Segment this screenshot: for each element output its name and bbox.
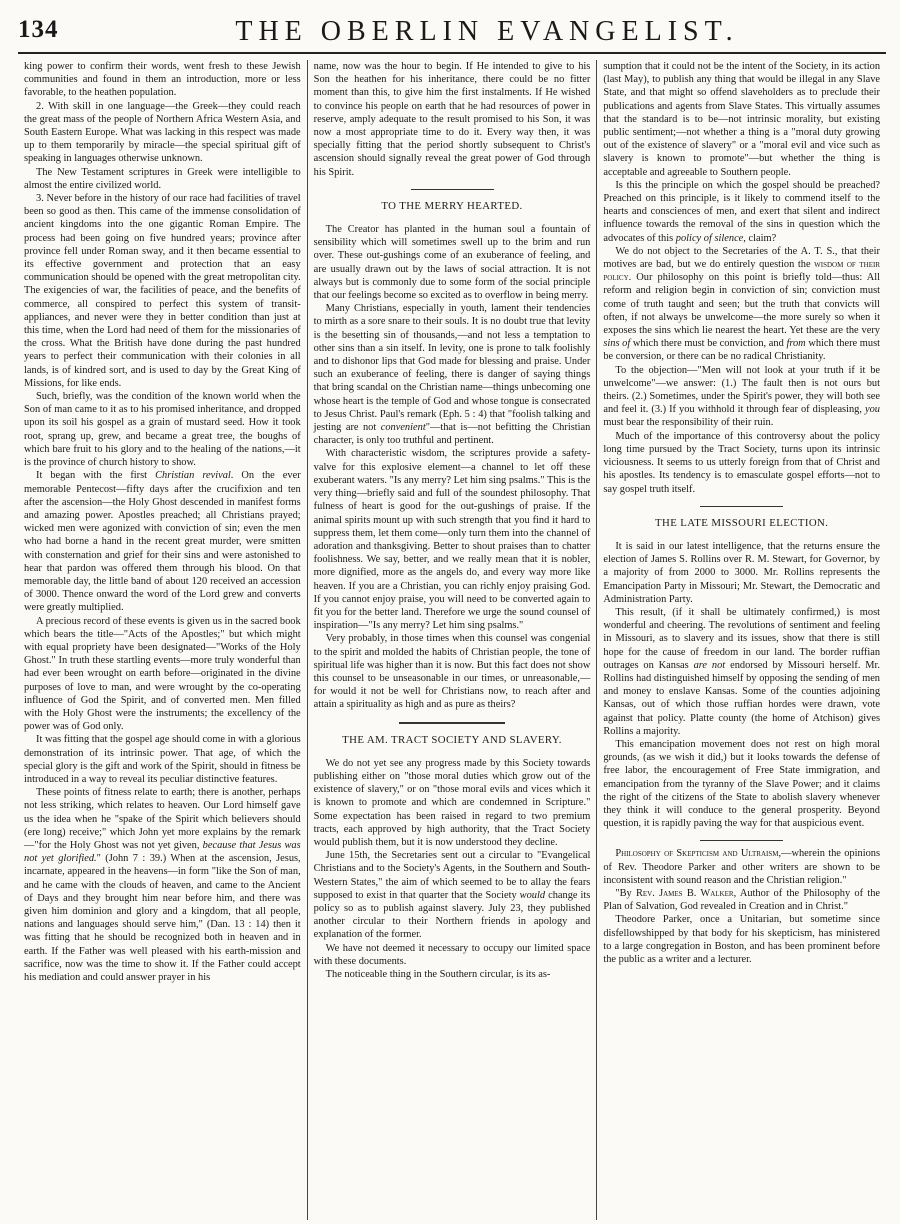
paragraph: These points of fitness relate to earth; there is another, perhaps not less striking, which relates to heaven. Our Lord himself gave us the idea when he "spake of the Spirit which believers should (ere long) receive;" which John yet more explains by the remark—"for the Holy Ghost was not yet given, because that Jesus was not yet glorified." (John 7 : 39.) When at the ascension, Jesus, incarnate, appeared in the heavens—in form "like the Son of man, and he came with the clouds of heaven, and came to the Ancient of Days and they brought him near before him, and there was given him dominion and glory and a kingdom, that all people, nations and languages should serve him," (Dan. 13 : 14) then it was fitting that he should be recognized both in heaven and in earth. If the Father was well pleased with his earth-mission and sacrifice, now was the time to show it. If the Father could accept his mediation and could answer prayer in his: [24, 787, 301, 984]
paragraph: We do not object to the Secretaries of the A. T. S., that their motives are bad, but we do entirely question the wisdom of their policy. Our philosophy on this point is briefly told—thus: All reform and religion begin in conviction of sin; conviction must come of truth taught and seen; but the truth that convicts will often, if not always be unwelcome—the more surely so when it exposes the sins which lie nearest the heart. Yet these are the very sins of which there must be conviction, and from which there must be conversion, or there can be no radical Christianity.: [603, 245, 881, 363]
article-heading: THE AM. TRACT SOCIETY AND SLAVERY.: [342, 733, 562, 746]
paragraph: 3. Never before in the history of our race had facilities of travel been so good as then. This came of the immense consolidation of ancient kingdoms into the one gigantic Roman Empire. The process had been going on five hundred years; province after province fell under Roman sway, and it then became essential to its effective government and protection that an easy communication should be opened with the great metropolitan city. The exigencies of war, the facilities of peace, and the benefits of commerce, all conspired to perfect this system of transit-appliances, and never were they in better condition than just at this time, when the Lord had need of them for the missionaries of the cross. What the British have done during the past hundred years to perfect their communication with their colonies in all lands, is of kindred sort, and is used to day by the Great King of Missions, for like ends.: [24, 193, 301, 389]
paragraph: To the objection—"Men will not look at your truth if it be unwelcome"—we answer: (1.) The fault then is not ours but theirs. (2.) Sometimes, under the Spirit's power, they will both see and feel it. (3.) If you withhold it through fear of displeasing, you must bear the responsibility of their ruin.: [603, 364, 881, 429]
article-heading: THE LATE MISSOURI ELECTION.: [655, 516, 829, 529]
section-divider: [700, 506, 783, 507]
paragraph: Is this the principle on which the gospel should be preached? Preached on this principle, is it likely to commend itself to the hearts and consciences of men, and exert that silent and indirect influence towards the removal of the sins in question which the advocates of this policy of silence, claim?: [603, 179, 881, 244]
paragraph: Many Christians, especially in youth, lament their tendencies to mirth as a sore snare to their souls. It is no doubt true that levity is the besetting sin of thousands,—and not less a temptation to other sins than a sin itself. In levity, one is prone to talk foolishly and to dishonor lips that God made for blessing and praise. Under such an exuberance of feeling, there is danger of saying things that bring scandal on the Christian name—things unbecoming one whose heart is the temple of God and whose tongue is consecrated to Jesus Christ. Paul's remark (Eph. 5 : 4) that "foolish talking and jesting are not convenient"—that is—not befitting the Christian character, is only too truthful and pertinent.: [313, 303, 591, 447]
paragraph: It is said in our latest intelligence, that the returns ensure the election of James S. Rollins over R. M. Stewart, for Governor, by a majority of from 2000 to 3000. Mr. Rollins represents the Emancipation Party in Missouri; Mr. Stewart, the Democratic and Administration Party.: [603, 540, 881, 605]
paragraph: This emancipation movement does not rest on high moral grounds, (as we wish it did,) but it looks towards the defense of free labor, the encouragement of Free State immigration, and emancipation from the tyranny of the Slave Power; and it claims the right of the citizens of the State to abolish slavery whenever they think it will conduce to the general prosperity. Beyond question, it is rapidly paving the way for that auspicious event.: [603, 738, 881, 830]
article-columns: [18, 60, 886, 1220]
newspaper-title: THE OBERLIN EVANGELIST.: [235, 16, 739, 47]
paragraph: The noticeable thing in the Southern circular, is its as-: [325, 969, 551, 980]
paragraph: Very probably, in those times when this counsel was congenial to the spirit and molded the habits of Christian people, the tone of spiritual life was higher than it is now. But this fact does not show this counsel to be unseasonable in our times, or unreasonable,—for would it not be well for Christians now, to reach after and attain a spirituality as high and as pure as theirs?: [313, 633, 591, 711]
paragraph: name, now was the hour to begin. If He intended to give to his Son the heathen for his inheritance, there could be no fitter moment than this, to give him the first instalments. If He wished to convince his people on earth that he had resources of power in reserve, amply adequate to the result promised to his Son, it was now a most appropriate time to do it. Every way then, it was specially fitting that the period shortly subsequent to Christ's ascension should signally reveal the great power of God through his Spirit.: [313, 61, 591, 178]
paragraph: June 15th, the Secretaries sent out a circular to "Evangelical Christians and to the Society's Agents, in the Southern and South-Western States," the aim of which seemed to be to allay the fears supposed to exist in that quarter that the Society would change its policy so as to publish against slavery. July 23, they published another circular to their Northern friends in apology and explanation of the former.: [313, 850, 591, 941]
paragraph: "By Rev. James B. Walker, Author of the Philosophy of the Plan of Salvation, God revealed in Creation and in Christ.": [603, 887, 881, 913]
paragraph: Theodore Parker, once a Unitarian, but sometime since disfellowshipped by that body for his skepticism, has ministered to a large congregation in Boston, and has been prominent before the public as a writer and a lecturer.: [603, 914, 881, 965]
column-1: [18, 60, 307, 1220]
column-2: [307, 60, 597, 1220]
section-divider: [700, 840, 783, 841]
section-divider: [411, 189, 494, 190]
paragraph: This result, (if it shall be ultimately confirmed,) is most wonderful and cheering. The revolutions of sentiment and feeling in Missouri, as to slavery and its issues, show that there is still hope for the cause of freedom in our land. The border ruffian outrages on Kansas are not endorsed by Missouri herself. Mr. Rollins had distinguished himself by opposing the sending of men and money to enslave Kansas. Some of the counties adjoining Kansas, out of which those ruffian hordes were drawn, vote against that policy. Platte county (the home of Atchison) gives Rollins a majority.: [603, 606, 881, 737]
paragraph: We have not deemed it necessary to occupy our limited space with these documents.: [313, 942, 591, 967]
paragraph: It was fitting that the gospel age should come in with a glorious demonstration of its intrinsic power. That age, of which the special glory is the gift and work of the Spirit, should in fitness be introduced in a way to reveal its peculiar distinctive features.: [24, 734, 301, 785]
paragraph: It began with the first Christian revival. On the ever memorable Pentecost—fifty days after the crucifixion and ten after the ascension—the Holy Ghost descended in manifest forms and amazing power. Apostles preached; all Christians prayed; wicked men were agonized with conviction of sin; even the men who had borne a hand in the recent great murder, were smitten with consternation and grief for their sins and were astonished to hear that pardon was offered them through his blood. On that memorable day, the little band of about 120 received an accession of 3000. Thence onward the word of the Lord grew and converts were greatly multiplied.: [24, 470, 301, 614]
page-number: 134: [18, 16, 59, 43]
masthead: [18, 14, 886, 54]
paragraph: 2. With skill in one language—the Greek—they could reach the great mass of the people of Northern Africa Western Asia, and South Eastern Europe. What was lacking in this respect was made up to them temporarily by miracle—the special spiritual gift of speaking in languages otherwise unknown.: [24, 100, 301, 165]
paragraph: Much of the importance of this controversy about the policy long time pursued by the Tract Society, turns upon its intrinsic viciousness. It seems to us utterly foreign from that of Christ and his apostles. Its tendency is to emasculate gospel efforts—not to say gospel truth itself.: [603, 430, 881, 495]
paragraph: With characteristic wisdom, the scriptures provide a safety-valve for this explosive element—a channel to let off these exuberant waters. "Is any merry? Let him sing psalms." This is the very thing—briefly said and full of the soundest philosophy. That fulness of heart is good for the out-gushings of praise. If the animal spirits mount up with such strength that you find it hard to suppress them, let them come—only turn them into the channel of adoration and thanksgiving. Better to shout praises than to chatter foolishness. We say, better, and we really mean that it is nobler, more dignified, more as the angels do, and every way more like heaven. If you are a Christian, you can richly enjoy praising God. If you cannot enjoy praise, you will need to be converted again to fit you for the better land. Therefore we urge the sound counsel of inspiration—"Is any merry? Let him sing psalms.": [313, 448, 591, 632]
paragraph: The New Testament scriptures in Greek were intelligible to almost the entire civilized world.: [24, 166, 301, 191]
paragraph: king power to confirm their words, went fresh to these Jewish communities and found in them an introduction, more or less favorable, to the heathen population.: [24, 61, 301, 99]
paragraph: The Creator has planted in the human soul a fountain of sensibility which will sometimes swell up to the brim and run over. These out-gushings come of an exuberance of feeling, and are usually drawn out by the laws of social attraction. It is not always but is commonly due to some form of the social principle that our feelings become so excited as to overflow in being merry.: [313, 224, 591, 302]
section-divider: [399, 722, 504, 724]
paragraph: A precious record of these events is given us in the sacred book which bears the title—"Acts of the Apostles;" but which might with equal propriety have been designated—"Works of the Holy Ghost." In truth these startling events—more truly wonderful than had ever been wrought on earth before—originated in the divine purposes of love to man, and were wrought by the co-operating influence of God the Spirit, and of converted men. Men filled with the Holy Ghost were the instruments; the excellency of the power was of God only.: [24, 615, 301, 733]
paragraph: sumption that it could not be the intent of the Society, in its action (last May), to publish any thing that would be illegal in any Slave State, and that might so offend slaveholders as to preclude their publications and agents from Slave States. This virtually assumes that the standard is to be—not intrinsic morality, but existing public sentiment;—not whether a thing is a "moral duty growing out of the existence of slavery" or a "moral evil and vice such as slavery is known to promote"—but whether the thing is acceptable and agreeable to Southern people.: [603, 61, 881, 178]
column-3: [596, 60, 886, 1220]
paragraph: We do not yet see any progress made by this Society towards publishing either on "those moral duties which grow out of the existence of slavery," or on "those moral evils and vices which it is known to promote and which are condemned in Scripture." Some expectation has been raised in regard to two premium tracts, each approved by high authority, that the Tract Society would publish them, but it is now understood they decline.: [313, 757, 591, 848]
paragraph: Such, briefly, was the condition of the known world when the Son of man came to it as to his promised inheritance, and dropped upon its soil his gospel as a grain of mustard seed. How it took root, sprang up, grew, and became a great tree, the boughs of which bare fruit to his glory and to the healing of the nations,—it is the province of church history to show.: [24, 391, 301, 469]
article-heading: TO THE MERRY HEARTED.: [381, 199, 523, 212]
paragraph: Philosophy of Skepticism and Ultraism,—wherein the opinions of Rev. Theodore Parker and other writers are shown to be inconsistent with sound reason and the Christian religion.": [603, 848, 881, 886]
